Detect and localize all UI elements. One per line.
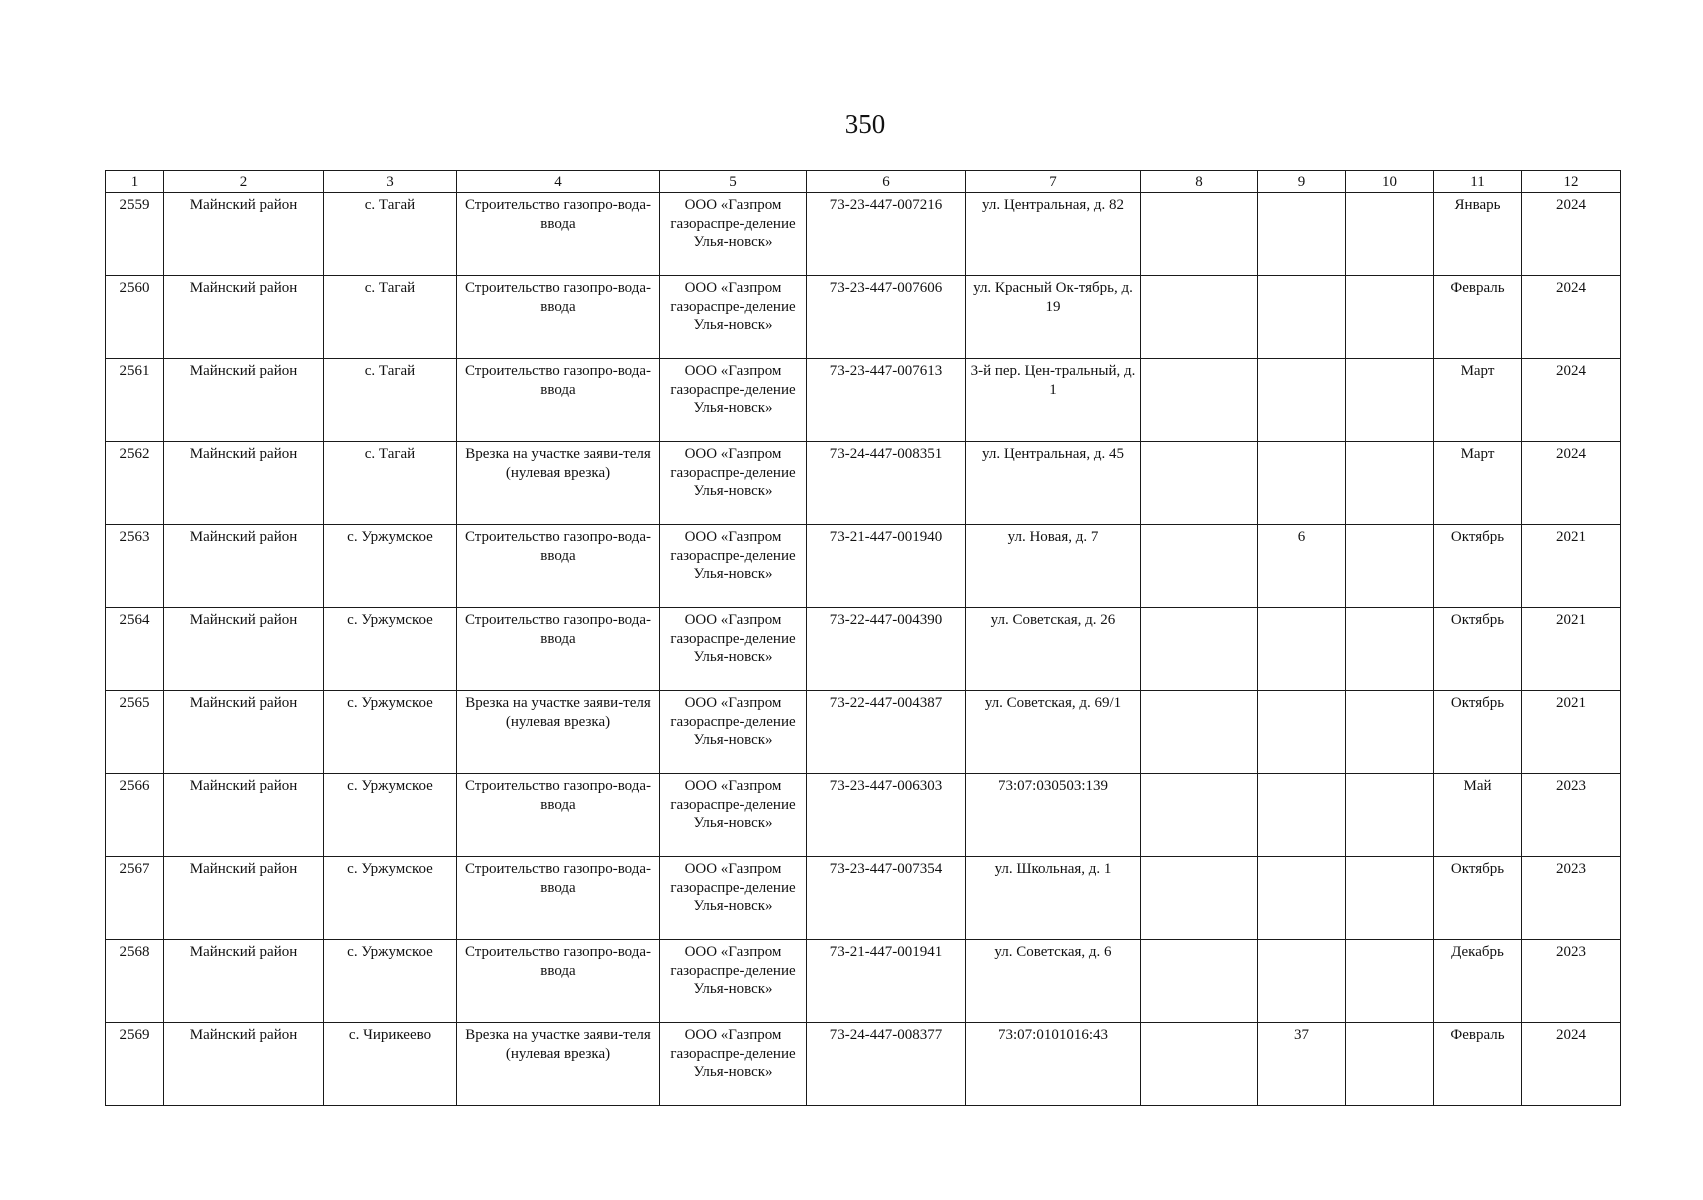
organization: ООО «Газпром газораспре-деление Улья-новск»: [660, 857, 807, 940]
column-number: 1: [106, 171, 164, 193]
row-number: 2562: [106, 442, 164, 525]
row-number: 2566: [106, 774, 164, 857]
address: 3-й пер. Цен-тральный, д. 1: [966, 359, 1141, 442]
address: 73:07:0101016:43: [966, 1023, 1141, 1106]
address: ул. Центральная, д. 45: [966, 442, 1141, 525]
work-type: Строительство газопро-вода-ввода: [457, 525, 660, 608]
column-number: 10: [1346, 171, 1434, 193]
table-row: [106, 359, 1621, 442]
row-number: 2560: [106, 276, 164, 359]
col-9-value: [1258, 940, 1346, 1023]
month: Декабрь: [1434, 940, 1522, 1023]
gasification-table: [105, 170, 1621, 1106]
work-type: Врезка на участке заяви-теля (нулевая врезка): [457, 1023, 660, 1106]
work-type: Строительство газопро-вода-ввода: [457, 276, 660, 359]
col-8-value: [1141, 774, 1258, 857]
month: Март: [1434, 442, 1522, 525]
col-9-value: [1258, 857, 1346, 940]
row-number: 2568: [106, 940, 164, 1023]
month: Январь: [1434, 193, 1522, 276]
col-9-value: 6: [1258, 525, 1346, 608]
table-row: [106, 691, 1621, 774]
settlement: с. Уржумское: [324, 940, 457, 1023]
row-number: 2567: [106, 857, 164, 940]
col-8-value: [1141, 276, 1258, 359]
settlement: с. Уржумское: [324, 774, 457, 857]
table-row: [106, 276, 1621, 359]
table-row: [106, 525, 1621, 608]
col-9-value: [1258, 608, 1346, 691]
organization: ООО «Газпром газораспре-деление Улья-новск»: [660, 525, 807, 608]
settlement: с. Уржумское: [324, 608, 457, 691]
address: ул. Советская, д. 69/1: [966, 691, 1141, 774]
col-10-value: [1346, 359, 1434, 442]
col-9-value: [1258, 774, 1346, 857]
contract-number: 73-23-447-007606: [807, 276, 966, 359]
month: Октябрь: [1434, 525, 1522, 608]
col-8-value: [1141, 691, 1258, 774]
work-type: Строительство газопро-вода-ввода: [457, 774, 660, 857]
month: Октябрь: [1434, 857, 1522, 940]
organization: ООО «Газпром газораспре-деление Улья-новск»: [660, 940, 807, 1023]
column-number: 2: [164, 171, 324, 193]
district: Майнский район: [164, 608, 324, 691]
month: Февраль: [1434, 1023, 1522, 1106]
col-9-value: 37: [1258, 1023, 1346, 1106]
month: Октябрь: [1434, 691, 1522, 774]
work-type: Врезка на участке заяви-теля (нулевая врезка): [457, 442, 660, 525]
organization: ООО «Газпром газораспре-деление Улья-новск»: [660, 1023, 807, 1106]
table-row: [106, 608, 1621, 691]
row-number: 2565: [106, 691, 164, 774]
district: Майнский район: [164, 774, 324, 857]
col-10-value: [1346, 857, 1434, 940]
contract-number: 73-24-447-008351: [807, 442, 966, 525]
col-10-value: [1346, 608, 1434, 691]
year: 2024: [1522, 276, 1621, 359]
district: Майнский район: [164, 857, 324, 940]
address: ул. Школьная, д. 1: [966, 857, 1141, 940]
year: 2023: [1522, 940, 1621, 1023]
col-10-value: [1346, 940, 1434, 1023]
column-number: 7: [966, 171, 1141, 193]
col-8-value: [1141, 1023, 1258, 1106]
year: 2024: [1522, 359, 1621, 442]
address: ул. Центральная, д. 82: [966, 193, 1141, 276]
work-type: Строительство газопро-вода-ввода: [457, 940, 660, 1023]
work-type: Строительство газопро-вода-ввода: [457, 359, 660, 442]
district: Майнский район: [164, 1023, 324, 1106]
column-number: 11: [1434, 171, 1522, 193]
col-10-value: [1346, 691, 1434, 774]
year: 2024: [1522, 1023, 1621, 1106]
address: ул. Новая, д. 7: [966, 525, 1141, 608]
district: Майнский район: [164, 691, 324, 774]
organization: ООО «Газпром газораспре-деление Улья-новск»: [660, 608, 807, 691]
column-number-row: [106, 171, 1621, 193]
column-number: 6: [807, 171, 966, 193]
table-row: [106, 857, 1621, 940]
organization: ООО «Газпром газораспре-деление Улья-новск»: [660, 193, 807, 276]
table-row: [106, 940, 1621, 1023]
table-row: [106, 193, 1621, 276]
settlement: с. Уржумское: [324, 857, 457, 940]
col-10-value: [1346, 525, 1434, 608]
contract-number: 73-23-447-007216: [807, 193, 966, 276]
year: 2023: [1522, 774, 1621, 857]
year: 2024: [1522, 193, 1621, 276]
district: Майнский район: [164, 359, 324, 442]
month: Март: [1434, 359, 1522, 442]
contract-number: 73-22-447-004387: [807, 691, 966, 774]
col-9-value: [1258, 276, 1346, 359]
organization: ООО «Газпром газораспре-деление Улья-новск»: [660, 691, 807, 774]
year: 2021: [1522, 525, 1621, 608]
organization: ООО «Газпром газораспре-деление Улья-новск»: [660, 276, 807, 359]
month: Февраль: [1434, 276, 1522, 359]
address: ул. Советская, д. 6: [966, 940, 1141, 1023]
year: 2023: [1522, 857, 1621, 940]
row-number: 2559: [106, 193, 164, 276]
settlement: с. Тагай: [324, 193, 457, 276]
col-8-value: [1141, 525, 1258, 608]
col-9-value: [1258, 442, 1346, 525]
column-number: 5: [660, 171, 807, 193]
contract-number: 73-23-447-007613: [807, 359, 966, 442]
address: ул. Советская, д. 26: [966, 608, 1141, 691]
address: 73:07:030503:139: [966, 774, 1141, 857]
year: 2021: [1522, 608, 1621, 691]
work-type: Строительство газопро-вода-ввода: [457, 608, 660, 691]
organization: ООО «Газпром газораспре-деление Улья-новск»: [660, 359, 807, 442]
settlement: с. Чирикеево: [324, 1023, 457, 1106]
district: Майнский район: [164, 193, 324, 276]
col-10-value: [1346, 1023, 1434, 1106]
district: Майнский район: [164, 276, 324, 359]
table-row: [106, 1023, 1621, 1106]
settlement: с. Тагай: [324, 359, 457, 442]
col-8-value: [1141, 940, 1258, 1023]
year: 2024: [1522, 442, 1621, 525]
col-10-value: [1346, 193, 1434, 276]
column-number: 9: [1258, 171, 1346, 193]
district: Майнский район: [164, 525, 324, 608]
year: 2021: [1522, 691, 1621, 774]
month: Октябрь: [1434, 608, 1522, 691]
work-type: Строительство газопро-вода-ввода: [457, 857, 660, 940]
settlement: с. Тагай: [324, 442, 457, 525]
column-number: 8: [1141, 171, 1258, 193]
district: Майнский район: [164, 442, 324, 525]
work-type: Строительство газопро-вода-ввода: [457, 193, 660, 276]
contract-number: 73-23-447-006303: [807, 774, 966, 857]
col-10-value: [1346, 442, 1434, 525]
col-8-value: [1141, 608, 1258, 691]
col-8-value: [1141, 193, 1258, 276]
contract-number: 73-22-447-004390: [807, 608, 966, 691]
col-9-value: [1258, 193, 1346, 276]
address: ул. Красный Ок-тябрь, д. 19: [966, 276, 1141, 359]
contract-number: 73-21-447-001941: [807, 940, 966, 1023]
row-number: 2564: [106, 608, 164, 691]
month: Май: [1434, 774, 1522, 857]
page-number: 350: [844, 109, 886, 139]
col-8-value: [1141, 359, 1258, 442]
contract-number: 73-24-447-008377: [807, 1023, 966, 1106]
col-8-value: [1141, 442, 1258, 525]
col-10-value: [1346, 774, 1434, 857]
row-number: 2563: [106, 525, 164, 608]
settlement: с. Уржумское: [324, 691, 457, 774]
col-9-value: [1258, 359, 1346, 442]
contract-number: 73-23-447-007354: [807, 857, 966, 940]
column-number: 12: [1522, 171, 1621, 193]
contract-number: 73-21-447-001940: [807, 525, 966, 608]
settlement: с. Уржумское: [324, 525, 457, 608]
col-8-value: [1141, 857, 1258, 940]
col-9-value: [1258, 691, 1346, 774]
organization: ООО «Газпром газораспре-деление Улья-новск»: [660, 774, 807, 857]
column-number: 3: [324, 171, 457, 193]
row-number: 2561: [106, 359, 164, 442]
row-number: 2569: [106, 1023, 164, 1106]
table-row: [106, 774, 1621, 857]
col-10-value: [1346, 276, 1434, 359]
district: Майнский район: [164, 940, 324, 1023]
table-row: [106, 442, 1621, 525]
column-number: 4: [457, 171, 660, 193]
settlement: с. Тагай: [324, 276, 457, 359]
work-type: Врезка на участке заяви-теля (нулевая врезка): [457, 691, 660, 774]
organization: ООО «Газпром газораспре-деление Улья-новск»: [660, 442, 807, 525]
